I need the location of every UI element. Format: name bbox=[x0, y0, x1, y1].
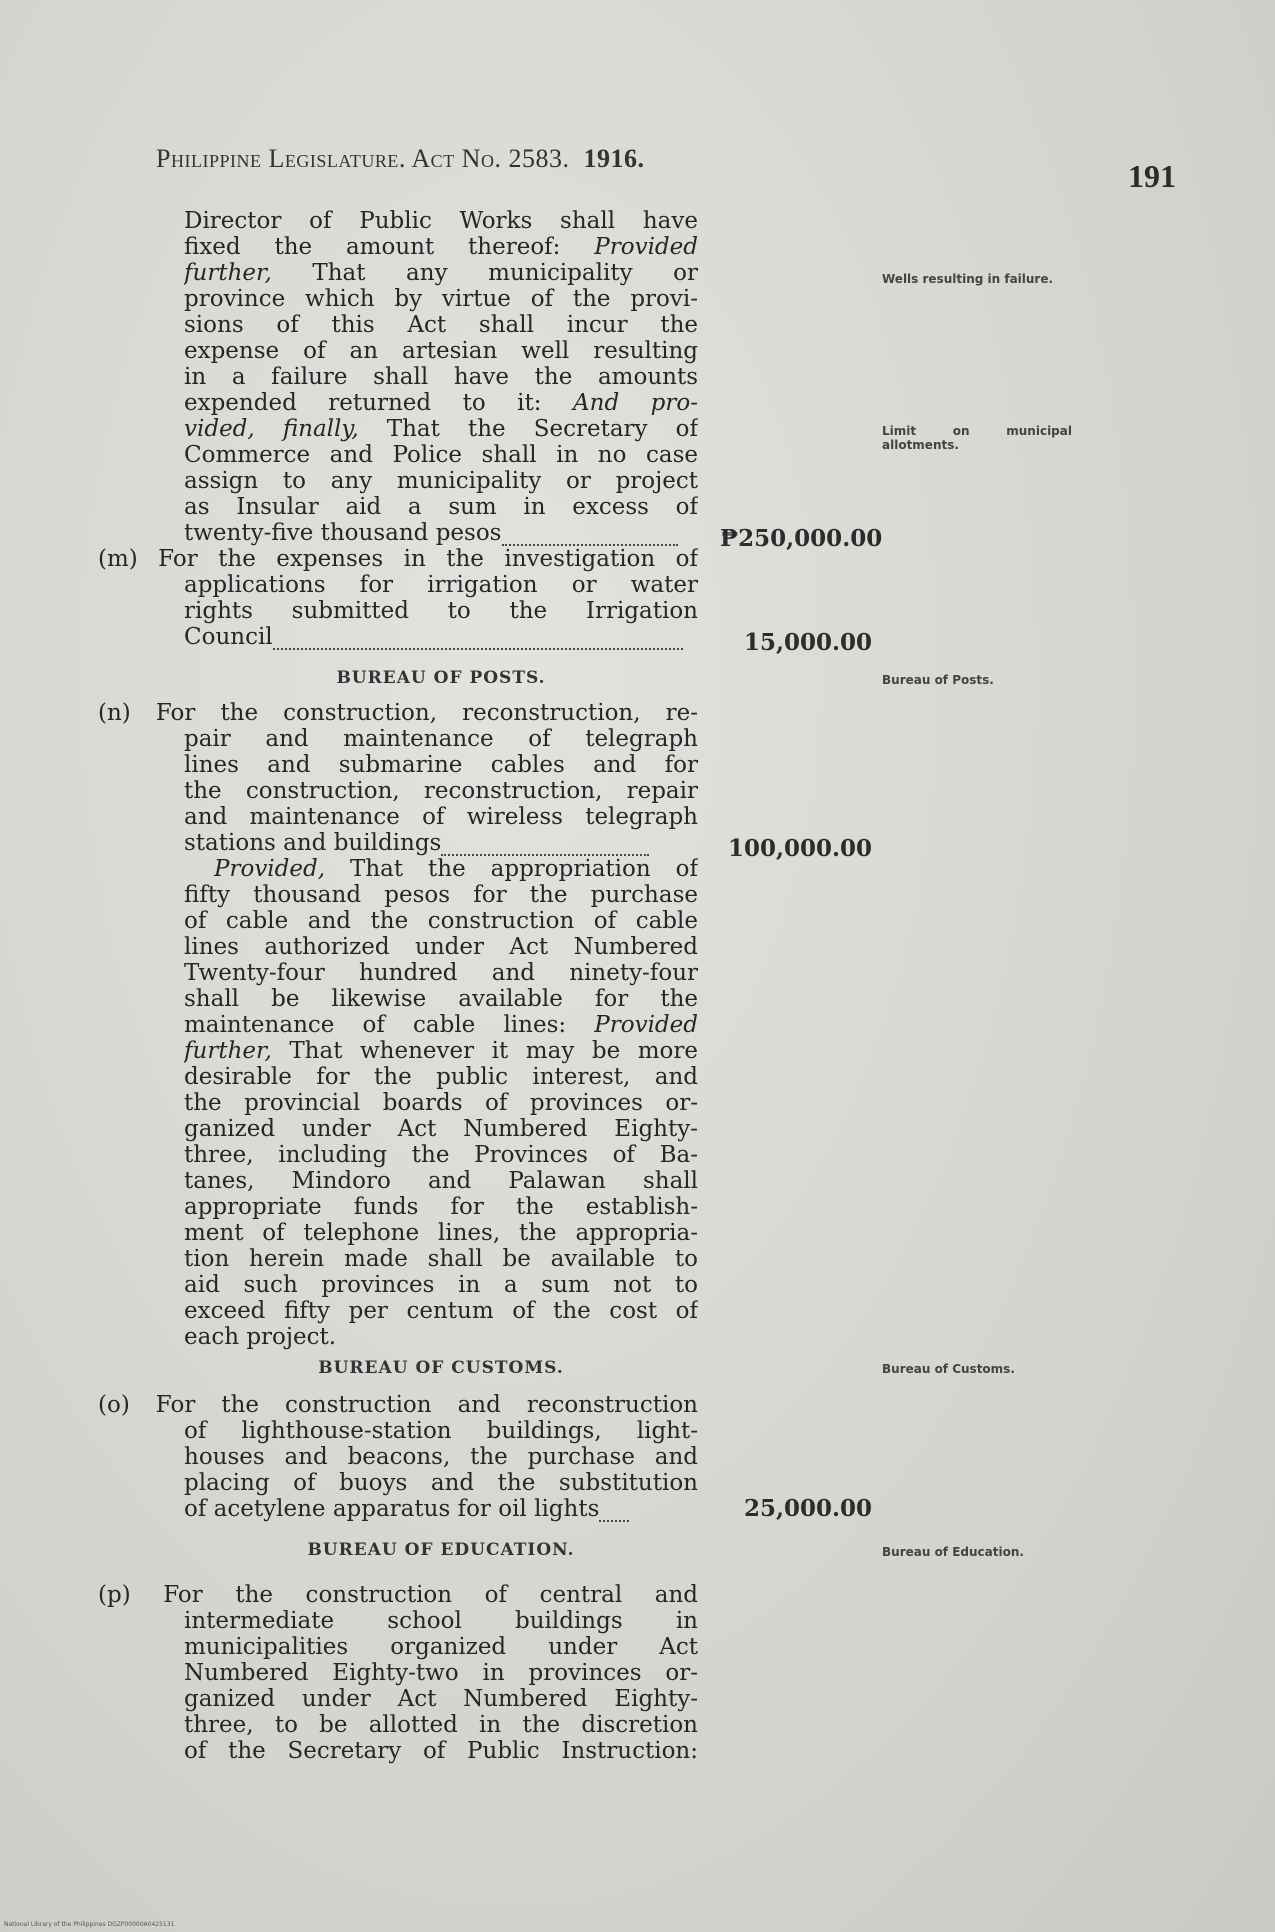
text-line: the provincial boards of provinces or- bbox=[184, 1090, 698, 1116]
text-line: placing of buoys and the substitution bbox=[184, 1470, 698, 1496]
text-line: fixed the amount thereof: Provided bbox=[184, 234, 698, 260]
text-line: houses and beacons, the purchase and bbox=[184, 1444, 698, 1470]
text-line: expended returned to it: And pro- bbox=[184, 390, 698, 416]
margin-note-customs: Bureau of Customs. bbox=[882, 1362, 1015, 1376]
text-line-leader: Council bbox=[184, 624, 698, 650]
text-line: ment of telephone lines, the appropria- bbox=[184, 1220, 698, 1246]
text-line: (o) For the construction and reconstruction bbox=[98, 1392, 698, 1418]
text-line: rights submitted to the Irrigation bbox=[184, 598, 698, 624]
text-line: desirable for the public interest, and bbox=[184, 1064, 698, 1090]
text-line: further, That any municipality or bbox=[184, 260, 698, 286]
text-line: three, to be allotted in the discretion bbox=[184, 1712, 698, 1738]
text-line: of cable and the construction of cable bbox=[184, 908, 698, 934]
text-line: municipalities organized under Act bbox=[184, 1634, 698, 1660]
text-line: province which by virtue of the provi- bbox=[184, 286, 698, 312]
text-line: in a failure shall have the amounts bbox=[184, 364, 698, 390]
text-line: shall be likewise available for the bbox=[184, 986, 698, 1012]
text-line-leader: of acetylene apparatus for oil lights bbox=[184, 1496, 698, 1522]
text-line: exceed fifty per centum of the cost of bbox=[184, 1298, 698, 1324]
text-line: Provided, That the appropriation of bbox=[214, 856, 698, 882]
text-line: of lighthouse-station buildings, light- bbox=[184, 1418, 698, 1444]
amount-telegraph: 100,000.00 bbox=[727, 835, 872, 862]
heading-bureau-of-education: BUREAU OF EDUCATION. bbox=[307, 1540, 575, 1560]
text-line: assign to any municipality or project bbox=[184, 468, 698, 494]
text-line: and maintenance of wireless telegraph bbox=[184, 804, 698, 830]
heading-bureau-of-posts: BUREAU OF POSTS. bbox=[336, 668, 546, 688]
text-line: ganized under Act Numbered Eighty- bbox=[184, 1686, 698, 1712]
header-year: 1916. bbox=[583, 144, 645, 173]
text-line: Twenty-four hundred and ninety-four bbox=[184, 960, 698, 986]
text-line: the construction, reconstruction, repair bbox=[184, 778, 698, 804]
text-line: as Insular aid a sum in excess of bbox=[184, 494, 698, 520]
scan-footer: National Library of the Philippines DGZP00000A0425131 bbox=[4, 1921, 175, 1928]
heading-bureau-of-customs: BUREAU OF CUSTOMS. bbox=[318, 1358, 564, 1378]
text-line: three, including the Provinces of Ba- bbox=[184, 1142, 698, 1168]
text-line: intermediate school buildings in bbox=[184, 1608, 698, 1634]
text-line: tion herein made shall be available to bbox=[184, 1246, 698, 1272]
text-line: ganized under Act Numbered Eighty- bbox=[184, 1116, 698, 1142]
margin-note-posts: Bureau of Posts. bbox=[882, 673, 994, 687]
text-line-leader: twenty-five thousand pesos bbox=[184, 520, 698, 546]
running-title: Philippine Legislature. Act No. 2583. bbox=[156, 144, 570, 173]
text-line: Numbered Eighty-two in provinces or- bbox=[184, 1660, 698, 1686]
text-line: Commerce and Police shall in no case bbox=[184, 442, 698, 468]
amount-wells: ₱250,000.00 bbox=[720, 525, 883, 552]
text-line: of the Secretary of Public Instruction: bbox=[184, 1738, 698, 1764]
text-line: expense of an artesian well resulting bbox=[184, 338, 698, 364]
text-line: vided, finally, That the Secretary of bbox=[184, 416, 698, 442]
text-line: applications for irrigation or water bbox=[184, 572, 698, 598]
amount-irrigation: 15,000.00 bbox=[743, 629, 872, 656]
text-line-leader: stations and buildings bbox=[184, 830, 698, 856]
text-line: further, That whenever it may be more bbox=[184, 1038, 698, 1064]
text-line: tanes, Mindoro and Palawan shall bbox=[184, 1168, 698, 1194]
text-line: lines and submarine cables and for bbox=[184, 752, 698, 778]
text-line: (m) For the expenses in the investigation of bbox=[98, 546, 698, 572]
running-header bbox=[156, 144, 846, 174]
margin-note-wells: Wells resulting in failure. bbox=[882, 272, 1054, 286]
text-line: maintenance of cable lines: Provided bbox=[184, 1012, 698, 1038]
text-line: lines authorized under Act Numbered bbox=[184, 934, 698, 960]
text-line: appropriate funds for the establish- bbox=[184, 1194, 698, 1220]
text-line: (p) For the construction of central and bbox=[98, 1582, 698, 1608]
text-line: aid such provinces in a sum not to bbox=[184, 1272, 698, 1298]
page-number: 191 bbox=[1128, 158, 1176, 194]
text-line: pair and maintenance of telegraph bbox=[184, 726, 698, 752]
amount-lighthouses: 25,000.00 bbox=[743, 1495, 872, 1522]
text-line: (n) For the construction, reconstruction, re- bbox=[98, 700, 698, 726]
text-line: fifty thousand pesos for the purchase bbox=[184, 882, 698, 908]
margin-note-education: Bureau of Education. bbox=[882, 1545, 1024, 1559]
text-line: Director of Public Works shall have bbox=[184, 208, 698, 234]
text-line: sions of this Act shall incur the bbox=[184, 312, 698, 338]
margin-note-limit: Limit on municipal allotments. bbox=[882, 424, 1072, 452]
text-line: each project. bbox=[184, 1324, 337, 1350]
